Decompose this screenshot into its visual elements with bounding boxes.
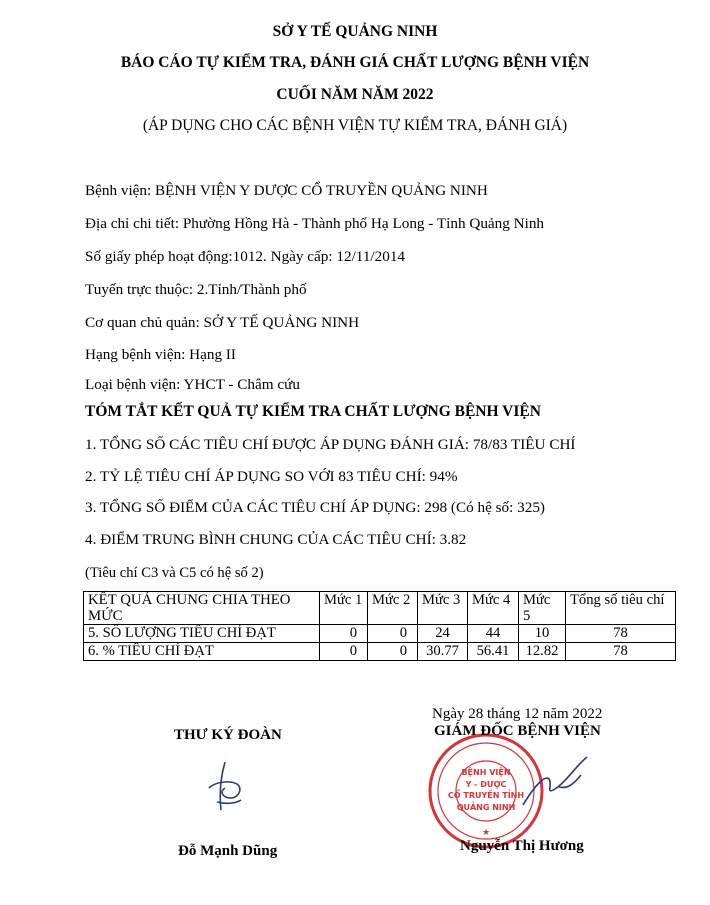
report-title: BÁO CÁO TỰ KIỂM TRA, ĐÁNH GIÁ CHẤT LƯỢNG BỆNH VIỆN bbox=[120, 54, 590, 71]
summary-note: (Tiêu chí C3 và C5 có hệ số 2) bbox=[85, 565, 264, 581]
cell-level-5: 12.82 bbox=[519, 643, 566, 661]
director-signature bbox=[515, 745, 595, 815]
cell-level-4: 56.41 bbox=[468, 643, 519, 661]
cell-level-2: 0 bbox=[368, 643, 418, 661]
summary-item-1: 1. TỔNG SỐ CÁC TIÊU CHÍ ĐƯỢC ÁP DỤNG ĐÁNH GIÁ: 78/83 TIÊU CHÍ bbox=[85, 436, 576, 453]
department-title: SỞ Y TẾ QUẢNG NINH bbox=[272, 23, 438, 40]
svg-text:Y - DƯỢC: Y - DƯỢC bbox=[465, 780, 507, 789]
cell-level-4: 44 bbox=[468, 625, 519, 643]
cell-level-2: 0 bbox=[368, 625, 418, 643]
cell-total: 78 bbox=[566, 625, 676, 643]
license-info: Số giấy phép hoạt động:1012. Ngày cấp: 12/11/2014 bbox=[85, 248, 406, 265]
cell-level-3: 24 bbox=[418, 625, 468, 643]
header-label: KẾT QUẢ CHUNG CHIA THEO MỨC bbox=[84, 592, 320, 625]
table-row bbox=[84, 625, 676, 643]
svg-text:★: ★ bbox=[481, 828, 491, 838]
signing-date: Ngày 28 tháng 12 năm 2022 bbox=[432, 706, 603, 722]
summary-item-4: 4. ĐIỂM TRUNG BÌNH CHUNG CỦA CÁC TIÊU CHÍ: 3.82 bbox=[85, 531, 467, 548]
row-label: 5. SỐ LƯỢNG TIÊU CHÍ ĐẠT bbox=[84, 625, 320, 643]
hospital-name: Bệnh viện: BỆNH VIỆN Y DƯỢC CỔ TRUYỀN QUẢNG NINH bbox=[85, 182, 488, 199]
header-level-3: Mức 3 bbox=[418, 592, 468, 625]
summary-item-2: 2. TỶ LỆ TIÊU CHÍ ÁP DỤNG SO VỚI 83 TIÊU CHÍ: 94% bbox=[85, 468, 458, 485]
header-level-5: Mức 5 bbox=[519, 592, 566, 625]
summary-heading: TÓM TẮT KẾT QUẢ TỰ KIỂM TRA CHẤT LƯỢNG BỆNH VIỆN bbox=[85, 403, 541, 420]
table-header-row bbox=[84, 592, 676, 625]
header-total: Tổng số tiêu chí bbox=[566, 592, 676, 625]
secretary-name: Đỗ Mạnh Dũng bbox=[178, 843, 278, 859]
cell-level-5: 10 bbox=[519, 625, 566, 643]
secretary-signature bbox=[195, 758, 255, 818]
cell-level-1: 0 bbox=[320, 643, 368, 661]
header-level-2: Mức 2 bbox=[368, 592, 418, 625]
svg-text:CỔ TRUYỀN TỈNH: CỔ TRUYỀN TỈNH bbox=[447, 791, 525, 800]
level-info: Tuyến trực thuộc: 2.Tỉnh/Thành phố bbox=[85, 281, 307, 298]
director-name: Nguyễn Thị Hương bbox=[460, 838, 584, 854]
type-info: Loại bệnh viện: YHCT - Châm cứu bbox=[85, 376, 300, 393]
header-level-4: Mức 4 bbox=[468, 592, 519, 625]
table-row bbox=[84, 643, 676, 661]
report-period: CUỐI NĂM NĂM 2022 bbox=[276, 86, 434, 103]
cell-level-3: 30.77 bbox=[418, 643, 468, 661]
secretary-title: THƯ KÝ ĐOÀN bbox=[174, 727, 282, 743]
results-table bbox=[83, 591, 676, 661]
hospital-address: Địa chỉ chi tiết: Phường Hồng Hà - Thành phố Hạ Long - Tỉnh Quảng Ninh bbox=[85, 215, 545, 232]
summary-item-3: 3. TỔNG SỐ ĐIỂM CỦA CÁC TIÊU CHÍ ÁP DỤNG: 298 (Có hệ số: 325) bbox=[85, 499, 545, 516]
row-label: 6. % TIÊU CHÍ ĐẠT bbox=[84, 643, 320, 661]
header-level-1: Mức 1 bbox=[320, 592, 368, 625]
cell-level-1: 0 bbox=[320, 625, 368, 643]
director-title: GIÁM ĐỐC BỆNH VIỆN bbox=[434, 723, 601, 739]
report-scope: (ÁP DỤNG CHO CÁC BỆNH VIỆN TỰ KIỂM TRA, ĐÁNH GIÁ) bbox=[142, 117, 568, 134]
rank-info: Hạng bệnh viện: Hạng II bbox=[85, 346, 236, 363]
svg-text:BỆNH VIỆN: BỆNH VIỆN bbox=[461, 768, 511, 777]
agency-info: Cơ quan chủ quản: SỞ Y TẾ QUẢNG NINH bbox=[85, 314, 360, 331]
cell-total: 78 bbox=[566, 643, 676, 661]
svg-text:QUẢNG NINH: QUẢNG NINH bbox=[456, 803, 516, 812]
